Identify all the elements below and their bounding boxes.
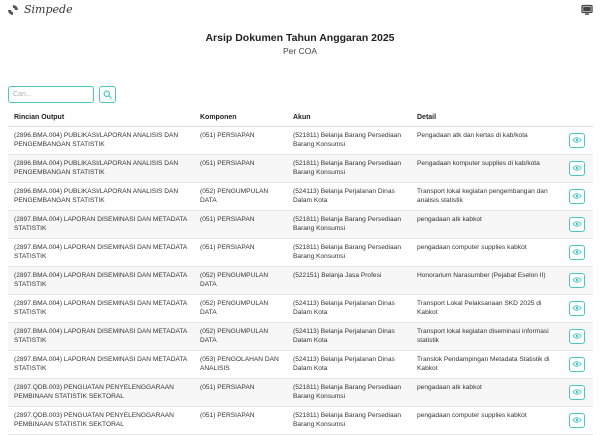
table-row: [8, 154, 593, 182]
search-icon: [103, 90, 112, 99]
akun-cell: (521811) Belanja Barang Persediaan Barang Konsumsi: [287, 238, 411, 266]
action-cell: [563, 154, 593, 182]
table-row: [8, 238, 593, 266]
table-header-row: [8, 110, 593, 126]
akun-cell: (521811) Belanja Barang Persediaan Barang Konsumsi: [287, 406, 411, 434]
detail-cell: Transport lokal kegiatan diseminasi informasi statistik: [411, 322, 563, 350]
column-header-komponen: Komponen: [194, 110, 287, 126]
page-subtitle: Per COA: [282, 46, 317, 56]
rincian-output-cell: (2896.BMA.004) PUBLIKASI/LAPORAN ANALISIS DAN PENGEMBANGAN STATISTIK: [8, 154, 194, 182]
rincian-output-cell: (2897.BMA.004) LAPORAN DISEMINASI DAN METADATA STATISTIK: [8, 210, 194, 238]
view-button[interactable]: [569, 385, 585, 400]
komponen-cell: (051) PERSIAPAN: [194, 238, 287, 266]
eye-icon: [572, 332, 582, 340]
rincian-output-cell: (2897.QDB.003) PENGUATAN PENYELENGGARAAN PEMBINAAN STATISTIK SEKTORAL: [8, 378, 194, 406]
rincian-output-cell: (2897.QDB.003) PENGUATAN PENYELENGGARAAN PEMBINAAN STATISTIK SEKTORAL: [8, 406, 194, 434]
action-cell: [563, 266, 593, 294]
akun-cell: (521811) Belanja Barang Persediaan Barang Konsumsi: [287, 210, 411, 238]
action-cell: [563, 322, 593, 350]
action-cell: [563, 182, 593, 210]
column-header-rincian-output: Rincian Output: [8, 110, 194, 126]
akun-cell: (524113) Belanja Perjalanan Dinas Dalam Kota: [287, 294, 411, 322]
view-button[interactable]: [569, 161, 585, 176]
detail-cell: pengadaan computer supplies kabkot: [411, 238, 563, 266]
eye-icon: [572, 192, 582, 200]
akun-cell: (524113) Belanja Perjalanan Dinas Dalam Kota: [287, 322, 411, 350]
eye-icon: [572, 248, 582, 256]
eye-icon: [572, 360, 582, 368]
search-button[interactable]: [99, 86, 116, 103]
search-input[interactable]: [8, 86, 94, 103]
table-row: [8, 266, 593, 294]
view-button[interactable]: [569, 189, 585, 204]
table-row: [8, 350, 593, 378]
detail-cell: pengadaan atk kabkot: [411, 378, 563, 406]
komponen-cell: (051) PERSIAPAN: [194, 210, 287, 238]
page-title: Arsip Dokumen Tahun Anggaran 2025: [205, 32, 395, 44]
view-button[interactable]: [569, 357, 585, 372]
table-body: [8, 126, 593, 434]
rincian-output-cell: (2897.BMA.004) LAPORAN DISEMINASI DAN METADATA STATISTIK: [8, 350, 194, 378]
view-button[interactable]: [569, 273, 585, 288]
akun-cell: (522151) Belanja Jasa Profesi: [287, 266, 411, 294]
rincian-output-cell: (2897.BMA.004) LAPORAN DISEMINASI DAN METADATA STATISTIK: [8, 294, 194, 322]
table-row: [8, 210, 593, 238]
detail-cell: pengadaan atk kabkot: [411, 210, 563, 238]
column-header-action: [563, 110, 593, 126]
rincian-output-cell: (2897.BMA.004) LAPORAN DISEMINASI DAN METADATA STATISTIK: [8, 266, 194, 294]
detail-cell: pengadaan computer supplies kabkot: [411, 406, 563, 434]
monitor-icon[interactable]: [581, 4, 593, 16]
action-cell: [563, 350, 593, 378]
top-bar: [0, 0, 600, 22]
action-cell: [563, 378, 593, 406]
table-row: [8, 378, 593, 406]
search-bar: [8, 86, 116, 103]
action-cell: [563, 238, 593, 266]
action-cell: [563, 126, 593, 154]
detail-cell: Honorarium Narasumber (Pejabat Eselon II): [411, 266, 563, 294]
coa-table: [8, 110, 593, 435]
komponen-cell: (051) PERSIAPAN: [194, 378, 287, 406]
komponen-cell: (052) PENGUMPULAN DATA: [194, 322, 287, 350]
eye-icon: [572, 304, 582, 312]
action-cell: [563, 210, 593, 238]
view-button[interactable]: [569, 329, 585, 344]
detail-cell: Pengadaan komputer supplies di kab/kota: [411, 154, 563, 182]
komponen-cell: (052) PENGUMPULAN DATA: [194, 182, 287, 210]
akun-cell: (521811) Belanja Barang Persediaan Barang Konsumsi: [287, 378, 411, 406]
komponen-cell: (052) PENGUMPULAN DATA: [194, 294, 287, 322]
detail-cell: Translok Pendampingan Metadata Statistik di Kabkot: [411, 350, 563, 378]
akun-cell: (521811) Belanja Barang Persediaan Barang Konsumsi: [287, 126, 411, 154]
view-button[interactable]: [569, 245, 585, 260]
view-button[interactable]: [569, 217, 585, 232]
akun-cell: (524113) Belanja Perjalanan Dinas Dalam Kota: [287, 350, 411, 378]
table-row: [8, 322, 593, 350]
detail-cell: Pengadaan atk dan kertas di kab/kota: [411, 126, 563, 154]
column-header-akun: Akun: [287, 110, 411, 126]
komponen-cell: (051) PERSIAPAN: [194, 406, 287, 434]
komponen-cell: (052) PENGUMPULAN DATA: [194, 266, 287, 294]
table-row: [8, 294, 593, 322]
eye-icon: [572, 416, 582, 424]
eye-icon: [572, 164, 582, 172]
view-button[interactable]: [569, 413, 585, 428]
view-button[interactable]: [569, 133, 585, 148]
akun-cell: (521811) Belanja Barang Persediaan Barang Konsumsi: [287, 154, 411, 182]
akun-cell: (524113) Belanja Perjalanan Dinas Dalam Kota: [287, 182, 411, 210]
app-name: Simpede: [24, 3, 73, 16]
rincian-output-cell: (2896.BMA.004) PUBLIKASI/LAPORAN ANALISIS DAN PENGEMBANGAN STATISTIK: [8, 182, 194, 210]
komponen-cell: (051) PERSIAPAN: [194, 126, 287, 154]
action-cell: [563, 406, 593, 434]
rincian-output-cell: (2897.BMA.004) LAPORAN DISEMINASI DAN METADATA STATISTIK: [8, 238, 194, 266]
komponen-cell: (053) PENGOLAHAN DAN ANALISIS: [194, 350, 287, 378]
komponen-cell: (051) PERSIAPAN: [194, 154, 287, 182]
table-row: [8, 126, 593, 154]
page-header: [0, 32, 600, 56]
table-row: [8, 182, 593, 210]
action-cell: [563, 294, 593, 322]
detail-cell: Transport Lokal Pelaksanaan SKD 2025 di Kabkot: [411, 294, 563, 322]
simpede-logo-icon: [7, 4, 19, 16]
eye-icon: [572, 388, 582, 396]
eye-icon: [572, 220, 582, 228]
table-row: [8, 406, 593, 434]
view-button[interactable]: [569, 301, 585, 316]
rincian-output-cell: (2897.BMA.004) LAPORAN DISEMINASI DAN METADATA STATISTIK: [8, 322, 194, 350]
column-header-detail: Detail: [411, 110, 563, 126]
eye-icon: [572, 276, 582, 284]
detail-cell: Transport lokal kegiatan pengembangan dan analisis statistik: [411, 182, 563, 210]
eye-icon: [572, 136, 582, 144]
rincian-output-cell: (2896.BMA.004) PUBLIKASI/LAPORAN ANALISIS DAN PENGEMBANGAN STATISTIK: [8, 126, 194, 154]
brand[interactable]: [7, 3, 73, 16]
